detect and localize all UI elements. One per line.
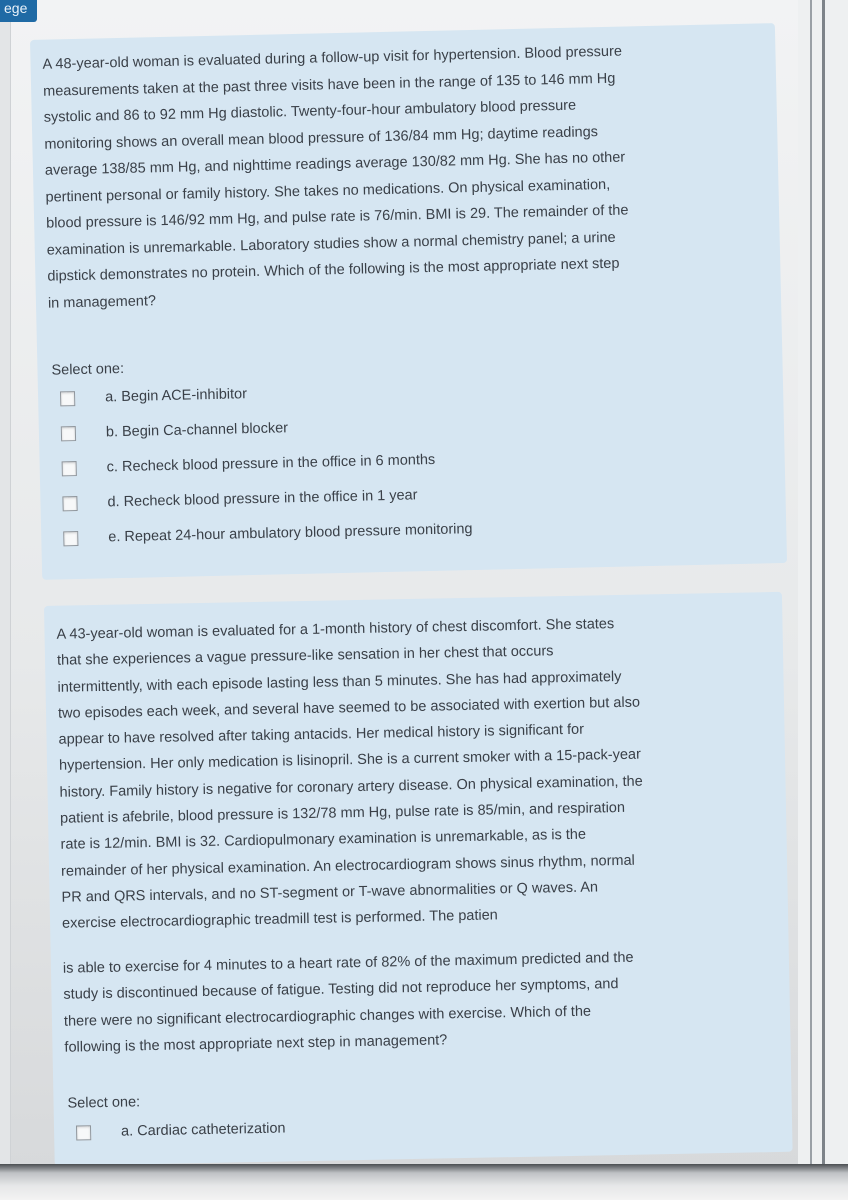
scrollbar-line bbox=[810, 0, 812, 1165]
question-line: examination is unremarkable. Laboratory studies show a normal chemistry panel; a urine bbox=[46, 229, 616, 259]
option-label: a. Begin ACE-inhibitor bbox=[104, 386, 248, 406]
checkbox[interactable] bbox=[60, 391, 75, 406]
question-line: exercise electrocardiographic treadmill test is performed. The patien bbox=[61, 907, 498, 932]
option-label: c. Recheck blood pressure in the office in 6 months bbox=[106, 451, 436, 476]
question-line: appear to have resolved after taking antacids. Her medical history is significant for bbox=[58, 721, 585, 748]
question-text bbox=[42, 36, 754, 317]
option-label: d. Recheck blood pressure in the office in 1 year bbox=[107, 487, 418, 511]
option-label: b. Begin Ca-channel blocker bbox=[105, 420, 289, 441]
checkbox[interactable] bbox=[62, 496, 77, 511]
select-one-label: Select one: bbox=[51, 360, 125, 379]
question-card-2 bbox=[44, 592, 793, 1166]
question-line: dipstick demonstrates no protein. Which of the following is the most appropriate next step bbox=[47, 255, 620, 285]
question-card-1 bbox=[30, 23, 787, 580]
bottom-bezel bbox=[0, 1164, 848, 1200]
scrollbar-track[interactable] bbox=[798, 0, 848, 1165]
question-line: blood pressure is 146/92 mm Hg, and pulse rate is 76/min. BMI is 29. The remainder of the bbox=[45, 202, 629, 232]
question-line: A 43-year-old woman is evaluated for a 1-month history of chest discomfort. She states bbox=[56, 616, 615, 643]
question-line: study is discontinued because of fatigue. Testing did not reproduce her symptoms, and bbox=[63, 976, 619, 1003]
checkbox[interactable] bbox=[63, 531, 78, 546]
question-text bbox=[56, 608, 774, 937]
question-line: history. Family history is negative for coronary artery disease. On physical examination, the bbox=[59, 773, 643, 801]
scrollbar-thumb[interactable] bbox=[822, 0, 825, 1165]
answer-option-a[interactable] bbox=[60, 386, 247, 406]
question-text-continued bbox=[63, 942, 777, 1061]
answer-option-c[interactable] bbox=[62, 452, 436, 476]
question-line: A 48-year-old woman is evaluated during a follow-up visit for hypertension. Blood pressure bbox=[42, 43, 623, 73]
question-line: average 138/85 mm Hg, and nighttime readings average 130/82 mm Hg. She has no other bbox=[44, 149, 626, 179]
checkbox[interactable] bbox=[62, 461, 77, 476]
question-line: rate is 12/min. BMI is 32. Cardiopulmonary examination is unremarkable, as is the bbox=[60, 827, 587, 854]
question-line: intermittently, with each episode lasting less than 5 minutes. She has had approximately bbox=[57, 668, 622, 696]
question-line: in management? bbox=[47, 292, 157, 312]
question-line: hypertension. Her only medication is lisinopril. She is a current smoker with a 15-pack-year bbox=[58, 747, 641, 775]
answer-option-a[interactable] bbox=[76, 1120, 286, 1140]
answer-option-b[interactable] bbox=[61, 420, 288, 441]
question-line: measurements taken at the past three visits have been in the range of 135 to 146 mm Hg bbox=[42, 70, 616, 100]
checkbox[interactable] bbox=[76, 1125, 91, 1140]
option-label: e. Repeat 24-hour ambulatory blood pressure monitoring bbox=[108, 521, 473, 546]
left-edge bbox=[0, 0, 11, 1200]
question-line: there were no significant electrocardiographic changes with exercise. Which of the bbox=[63, 1003, 592, 1030]
question-line: following is the most appropriate next step in management? bbox=[64, 1032, 448, 1056]
checkbox[interactable] bbox=[61, 426, 76, 441]
answer-option-e[interactable] bbox=[63, 521, 473, 546]
question-line: remainder of her physical examination. An electrocardiogram shows sinus rhythm, normal bbox=[60, 852, 635, 880]
header-tab[interactable]: ege bbox=[0, 0, 37, 22]
question-line: two episodes each week, and several have seemed to be associated with exertion but also bbox=[57, 694, 641, 722]
question-line: systolic and 86 to 92 mm Hg diastolic. Twenty-four-hour ambulatory blood pressure bbox=[43, 97, 577, 126]
question-line: patient is afebrile, blood pressure is 132/78 mm Hg, pulse rate is 85/min, and respiration bbox=[59, 799, 626, 827]
question-line: monitoring shows an overall mean blood pressure of 136/84 mm Hg; daytime readings bbox=[44, 123, 599, 153]
answer-option-d[interactable] bbox=[62, 487, 417, 511]
question-line: that she experiences a vague pressure-like sensation in her chest that occurs bbox=[56, 643, 554, 670]
question-line: is able to exercise for 4 minutes to a heart rate of 82% of the maximum predicted and the bbox=[62, 949, 634, 977]
select-one-label: Select one: bbox=[67, 1094, 141, 1112]
question-line: PR and QRS intervals, and no ST-segment or T-wave abnormalities or Q waves. An bbox=[61, 879, 599, 906]
question-line: pertinent personal or family history. She takes no medications. On physical examination, bbox=[45, 176, 611, 206]
option-label: a. Cardiac catheterization bbox=[120, 1120, 286, 1140]
